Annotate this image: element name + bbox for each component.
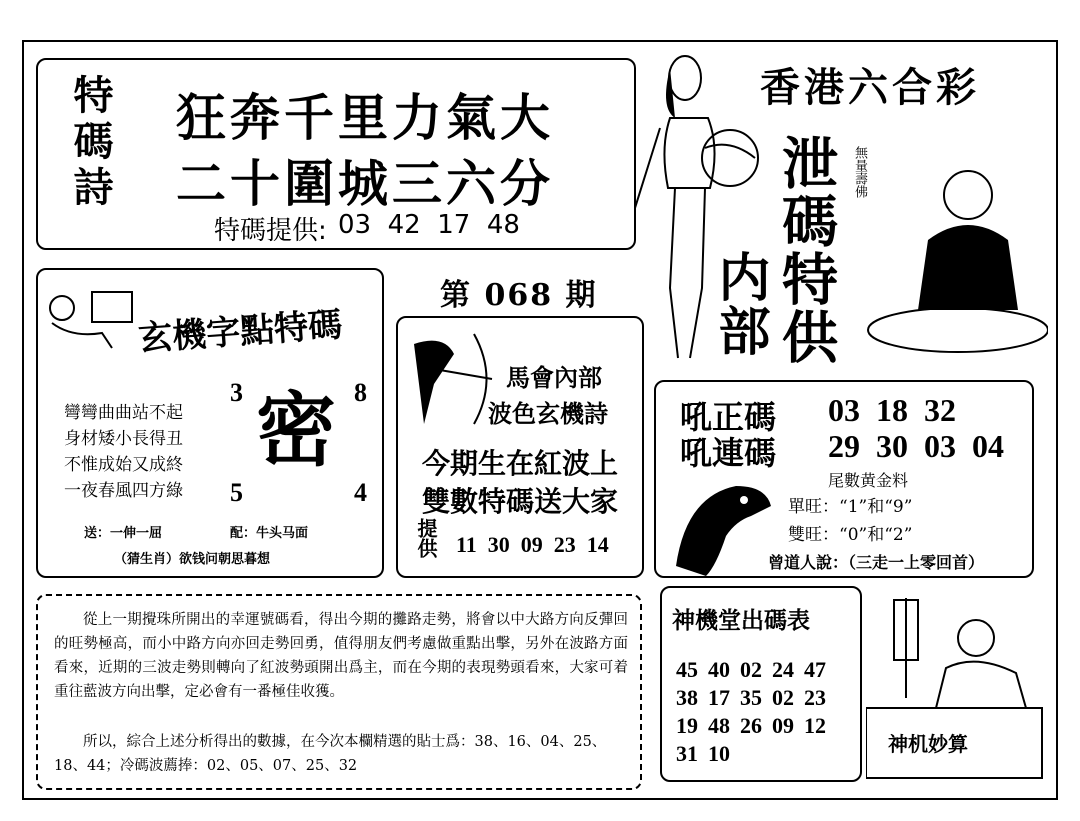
shenji-cell: 02 [772,685,794,710]
corner-num-tr: 8 [354,378,367,407]
shenji-cell: 26 [740,713,762,738]
lian-code-label: 吼連碼 [680,434,777,472]
brand-banner-main: 泄碼特供 [773,134,839,366]
single-prosper: 單旺：“1”和“9” [788,497,913,517]
xuanji-title: 玄機字點特碼 [137,304,344,360]
roar-box [654,380,1034,578]
shenji-title: 神機堂出碼表 [672,607,810,634]
lian-code-numbers: 29 30 03 04 [828,428,1004,464]
poem-side-label: 特碼詩 [67,74,114,212]
shenji-cell: 17 [708,685,730,710]
shenji-cell: 09 [772,713,794,738]
main-code-numbers: 03 18 32 [828,392,956,428]
riddle-poem-line: 不惟成始又成終 [64,455,183,475]
shenji-cell: 35 [740,685,762,710]
shenji-cell: 12 [804,713,826,738]
shenji-row [676,656,826,684]
main-code-label: 吼正碼 [680,398,777,436]
shenji-grid [676,656,826,768]
pair-label: 配：牛头马面 [230,526,309,541]
poem-provide-label: 特碼提供: [214,216,327,246]
buddha-illustration [848,140,1048,360]
computer-girl-illustration [42,278,142,368]
shenji-row [676,712,826,740]
shenji-cell: 47 [804,657,826,682]
horse-provide-label: 提供 [414,518,438,558]
corner-num-br: 4 [354,478,367,507]
send-label: 送：一伸一屈 [84,526,163,541]
shenji-cell: 31 [676,741,698,766]
xuanji-box [36,268,384,578]
issue-number: 第 068 期 [440,278,598,313]
shenji-cell: 10 [708,741,730,766]
eagle-illustration [666,466,778,578]
daoren-saying: 曾道人說：（三走一上零回首） [768,553,985,572]
riddle-poem [64,400,183,504]
riddle-big-char: 密 [256,383,336,477]
riddle-poem-line: 身材矮小長得丑 [64,429,183,449]
shenji-box [660,586,862,782]
corner-num-bl: 5 [230,478,243,507]
horse-verse-1: 今期生在紅波上 [422,447,619,480]
fortune-teller-illustration [866,588,1046,784]
riddle-poem-line: 彎彎曲曲站不起 [64,403,183,423]
shenji-cell: 38 [676,685,698,710]
shenji-cell: 19 [676,713,698,738]
horse-verse-2: 雙數特碼送大家 [422,485,619,518]
analysis-para-2: 所以，綜合上述分析得出的數據，在今次本欄精選的貼士爲：38、16、04、25、18、44；冷碼波薦捧：02、05、07、25、32 [54,734,607,774]
fortune-teller-sign: 神机妙算 [888,732,968,756]
poem-line-2: 二十圍城三六分 [176,154,554,213]
shenji-cell: 02 [740,657,762,682]
buddha-caption: 無量壽佛 [852,146,867,198]
archer-illustration [404,324,500,434]
horse-line-1: 馬會內部 [506,363,602,392]
corner-num-tl: 3 [230,378,243,407]
riddle-poem-line: 一夜春風四方綠 [64,481,183,501]
brand-banner-sub: 内部 [709,250,770,358]
tail-title: 尾數黄金料 [828,471,909,490]
shenji-cell: 40 [708,657,730,682]
poem-numbers: 03 42 17 48 [338,210,520,240]
poem-box [36,58,636,250]
shenji-cell: 45 [676,657,698,682]
shenji-row [676,740,826,768]
horse-line-2: 波色玄機詩 [488,399,608,428]
analysis-box [36,594,642,790]
analysis-para-1: 從上一期攪珠所開出的幸運號碼看，得出今期的攤路走勢，將會以中大路方向反彈回的旺勢極高，而小中路方向亦回走勢回勇，值得朋友們考慮做重點出擊，另外在波路方面看來，近期的三波走勢則轉向了紅波勢頭開出爲主，而在今期的表現勢頭看來，大家可着重往藍波方向出擊，定必會有一番極佳收獲。 [54,612,628,700]
brand-title: 香港六合彩 [760,64,980,111]
horse-numbers: 11 30 09 23 14 [456,532,609,557]
poem-line-1: 狂奔千里力氣大 [176,88,554,147]
riddle-footer: （猜生肖）欲钱问朝思暮想 [114,552,271,567]
shenji-cell: 48 [708,713,730,738]
shenji-cell: 24 [772,657,794,682]
shenji-cell: 23 [804,685,826,710]
double-prosper: 雙旺：“0”和“2” [788,525,913,545]
horse-box [396,316,644,578]
shenji-row [676,684,826,712]
